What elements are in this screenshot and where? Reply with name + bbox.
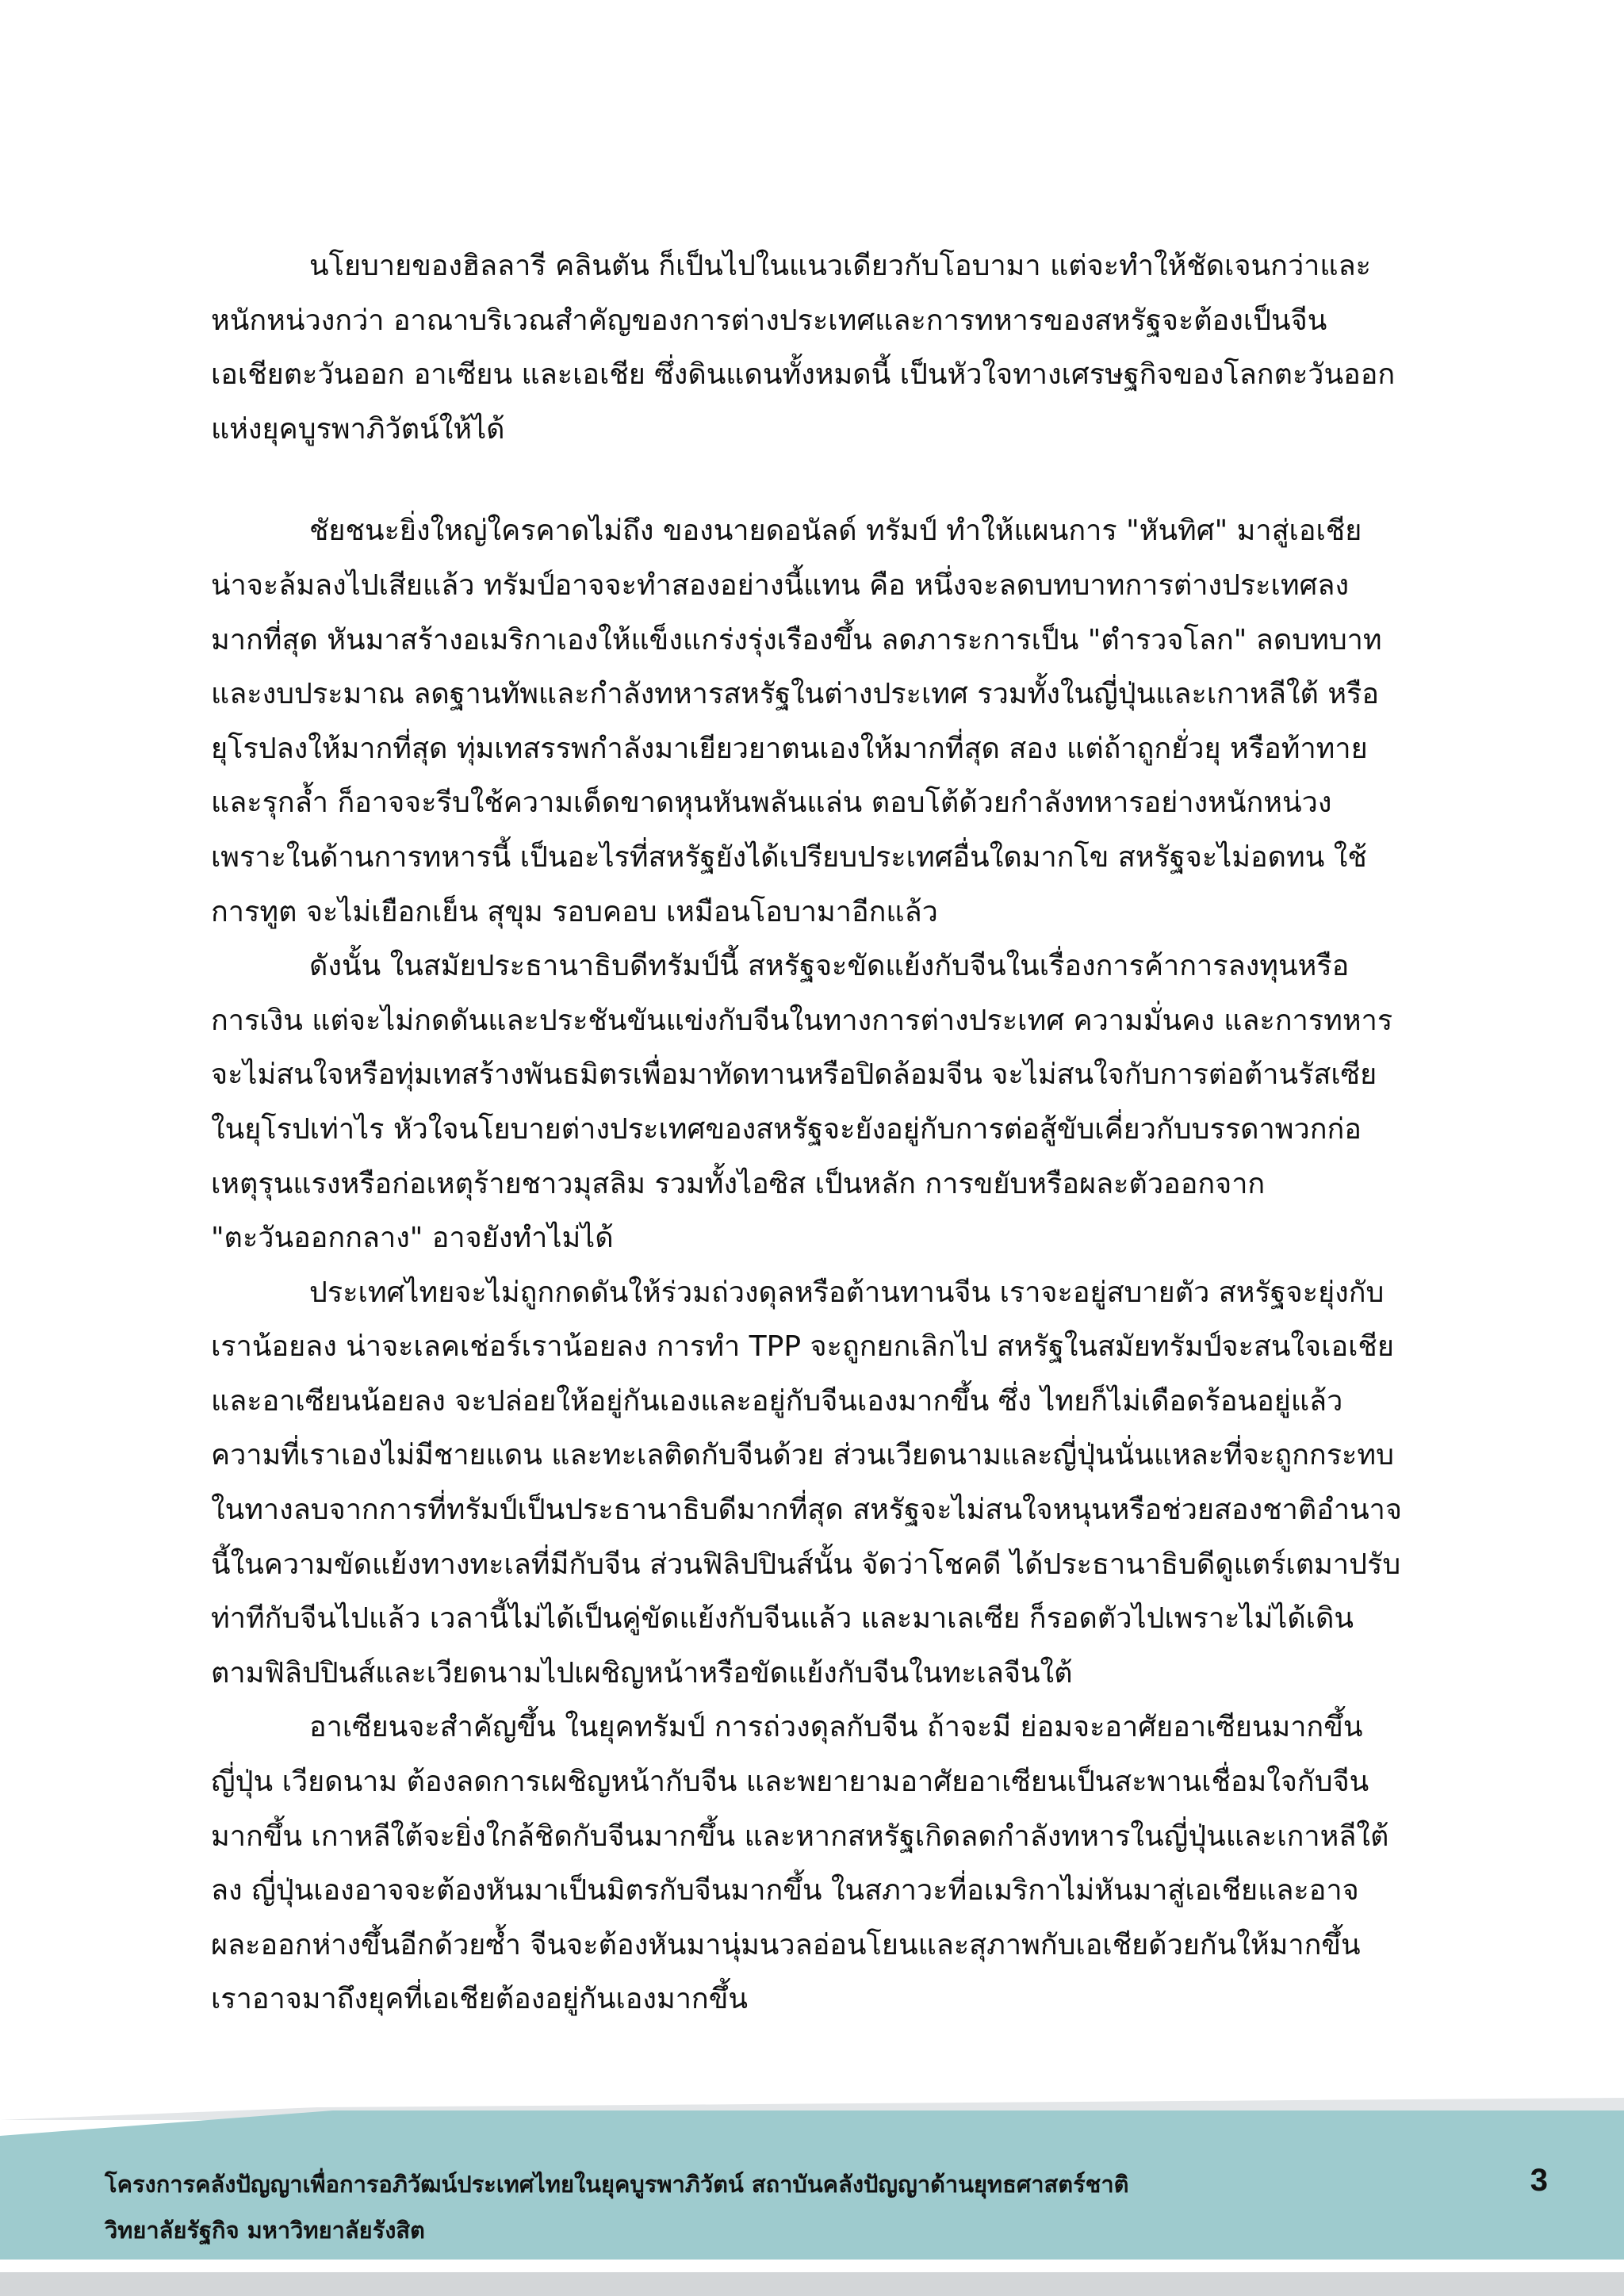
- text-line: มากขึ้น เกาหลีใต้จะยิ่งใกล้ชิดกับจีนมากขึ้น และหากสหรัฐเกิดลดกำลังทหารในญี่ปุ่นและเกาหลีใต้: [211, 1820, 1389, 1853]
- text-line: ผละออกห่างขึ้นอีกด้วยซ้ำ จีนจะต้องหันมานุ่มนวลอ่อนโยนและสุภาพกับเอเชียด้วยกันให้มากขึ้น: [211, 1928, 1361, 1961]
- footer-bottom-stripe: [0, 2272, 1624, 2296]
- document-body: [211, 239, 1400, 2027]
- text-line: แห่งยุคบูรพาภิวัตน์ให้ได้: [211, 412, 505, 446]
- text-line: เอเชียตะวันออก อาเซียน และเอเชีย ซึ่งดินแดนทั้งหมดนี้ เป็นหัวใจทางเศรษฐกิจของโลกตะวันออก: [211, 358, 1396, 392]
- text-line: มากที่สุด หันมาสร้างอเมริกาเองให้แข็งแกร่งรุ่งเรืองขึ้น ลดภาระการเป็น "ตำรวจโลก" ลดบทบาท: [211, 623, 1382, 656]
- text-line: และอาเซียนน้อยลง จะปล่อยให้อยู่กันเองและอยู่กับจีนเองมากขึ้น ซึ่ง ไทยก็ไม่เดือดร้อนอยู่แล้ว: [211, 1384, 1343, 1418]
- text-line: ญี่ปุ่น เวียดนาม ต้องลดการเผชิญหน้ากับจีน และพยายามอาศัยอาเซียนเป็นสะพานเชื่อมใจกับจีน: [211, 1766, 1369, 1799]
- paragraph-trump-victory: [211, 504, 1400, 939]
- text-line: ความที่เราเองไม่มีชายแดน และทะเลติดกับจีนด้วย ส่วนเวียดนามและญี่ปุ่นนั่นแหละที่จะถูกกระทบ: [211, 1439, 1394, 1472]
- text-line: อาเซียนจะสำคัญขึ้น ในยุคทรัมป์ การถ่วงดุลกับจีน ถ้าจะมี ย่อมจะอาศัยอาเซียนมากขึ้น: [309, 1711, 1363, 1744]
- text-line: ดังนั้น ในสมัยประธานาธิบดีทรัมป์นี้ สหรัฐจะขัดแย้งกับจีนในเรื่องการค้าการลงทุนหรือ: [309, 950, 1350, 983]
- page-number: 3: [1530, 2163, 1548, 2198]
- text-line: ชัยชนะยิ่งใหญ่ใครคาดไม่ถึง ของนายดอนัลด์ ทรัมป์ ทำให้แผนการ "หันทิศ" มาสู่เอเชีย: [309, 515, 1362, 548]
- paragraph-us-china: [211, 939, 1400, 1266]
- footer-institution-name: วิทยาลัยรัฐกิจ มหาวิทยาลัยรังสิต: [105, 2217, 425, 2244]
- text-line: และงบประมาณ ลดฐานทัพและกำลังทหารสหรัฐในต่างประเทศ รวมทั้งในญี่ปุ่นและเกาหลีใต้ หรือ: [211, 678, 1380, 711]
- text-line: ท่าทีกับจีนไปแล้ว เวลานี้ไม่ได้เป็นคู่ขัดแย้งกับจีนแล้ว และมาเลเซีย ก็รอดตัวไปเพราะไม่ได้เดิน: [211, 1602, 1354, 1636]
- text-line: หนักหน่วงกว่า อาณาบริเวณสำคัญของการต่างประเทศและการทหารของสหรัฐจะต้องเป็นจีน: [211, 304, 1327, 337]
- text-line: เราน้อยลง น่าจะเลคเช่อร์เราน้อยลง การทำ TPP จะถูกยกเลิกไป สหรัฐในสมัยทรัมป์จะสนใจเอเชีย: [211, 1330, 1394, 1364]
- text-line: การเงิน แต่จะไม่กดดันและประชันขันแข่งกับจีนในทางการต่างประเทศ ความมั่นคง และการทหาร: [211, 1004, 1393, 1037]
- text-line: ตามฟิลิปปินส์และเวียดนามไปเผชิญหน้าหรือขัดแย้งกับจีนในทะเลจีนใต้: [211, 1656, 1073, 1689]
- text-line: ในยุโรปเท่าไร หัวใจนโยบายต่างประเทศของสหรัฐจะยังอยู่กับการต่อสู้ขับเคี่ยวกับบรรดาพวกก่อ: [211, 1112, 1362, 1146]
- text-line: นี้ในความขัดแย้งทางทะเลที่มีกับจีน ส่วนฟิลิปปินส์นั้น จัดว่าโชคดี ได้ประธานาธิบดีดูแตร์เตมาปรับ: [211, 1548, 1401, 1581]
- text-line: ยุโรปลงให้มากที่สุด ทุ่มเทสรรพกำลังมาเยียวยาตนเองให้มากที่สุด สอง แต่ถ้าถูกยั่วยุ หรือท้าทาย: [211, 732, 1368, 765]
- footer-text: [105, 2161, 1128, 2253]
- text-line: ลง ญี่ปุ่นเองอาจจะต้องหันมาเป็นมิตรกับจีนมากขึ้น ในสภาวะที่อเมริกาไม่หันมาสู่เอเชียและอาจ: [211, 1874, 1359, 1908]
- text-line: เพราะในด้านการทหารนี้ เป็นอะไรที่สหรัฐยังได้เปรียบประเทศอื่นใดมากโข สหรัฐจะไม่อดทน ใช้: [211, 840, 1367, 874]
- text-line: นโยบายของฮิลลารี คลินตัน ก็เป็นไปในแนวเดียวกับโอบามา แต่จะทำให้ชัดเจนกว่าและ: [309, 250, 1371, 282]
- text-line: เหตุรุนแรงหรือก่อเหตุร้ายชาวมุสลิม รวมทั้งไอซิส เป็นหลัก การขยับหรือผละตัวออกจาก: [211, 1167, 1266, 1200]
- text-line: จะไม่สนใจหรือทุ่มเทสร้างพันธมิตรเพื่อมาทัดทานหรือปิดล้อมจีน จะไม่สนใจกับการต่อต้านรัสเซีย: [211, 1058, 1377, 1092]
- paragraph-asean: [211, 1701, 1400, 2027]
- text-line: น่าจะล้มลงไปเสียแล้ว ทรัมป์อาจจะทำสองอย่างนี้แทน คือ หนึ่งจะลดบทบาทการต่างประเทศลง: [211, 568, 1350, 602]
- text-line: ประเทศไทยจะไม่ถูกกดดันให้ร่วมถ่วงดุลหรือต้านทานจีน เราจะอยู่สบายตัว สหรัฐจะยุ่งกับ: [309, 1276, 1385, 1309]
- text-line: เราอาจมาถึงยุคที่เอเชียต้องอยู่กันเองมากขึ้น: [211, 1983, 748, 2016]
- footer-project-name: โครงการคลังปัญญาเพื่อการอภิวัฒน์ประเทศไทยในยุคบูรพาภิวัตน์ สถาบันคลังปัญญาด้านยุทธศาสตร์ชาติ: [105, 2171, 1129, 2198]
- paragraph-thailand: [211, 1266, 1400, 1701]
- text-line: และรุกล้ำ ก็อาจจะรีบใช้ความเด็ดขาดหุนหันพลันแล่น ตอบโต้ด้วยกำลังทหารอย่างหนักหน่วง: [211, 786, 1332, 820]
- text-line: "ตะวันออกกลาง" อาจยังทำไม่ได้: [211, 1222, 614, 1255]
- text-line: ในทางลบจากการที่ทรัมป์เป็นประธานาธิบดีมากที่สุด สหรัฐจะไม่สนใจหนุนหรือช่วยสองชาติอำนาจ: [211, 1494, 1402, 1527]
- text-line: การทูต จะไม่เยือกเย็น สุขุม รอบคอบ เหมือนโอบามาอีกแล้ว: [211, 895, 938, 928]
- paragraph-clinton-policy: [211, 239, 1400, 457]
